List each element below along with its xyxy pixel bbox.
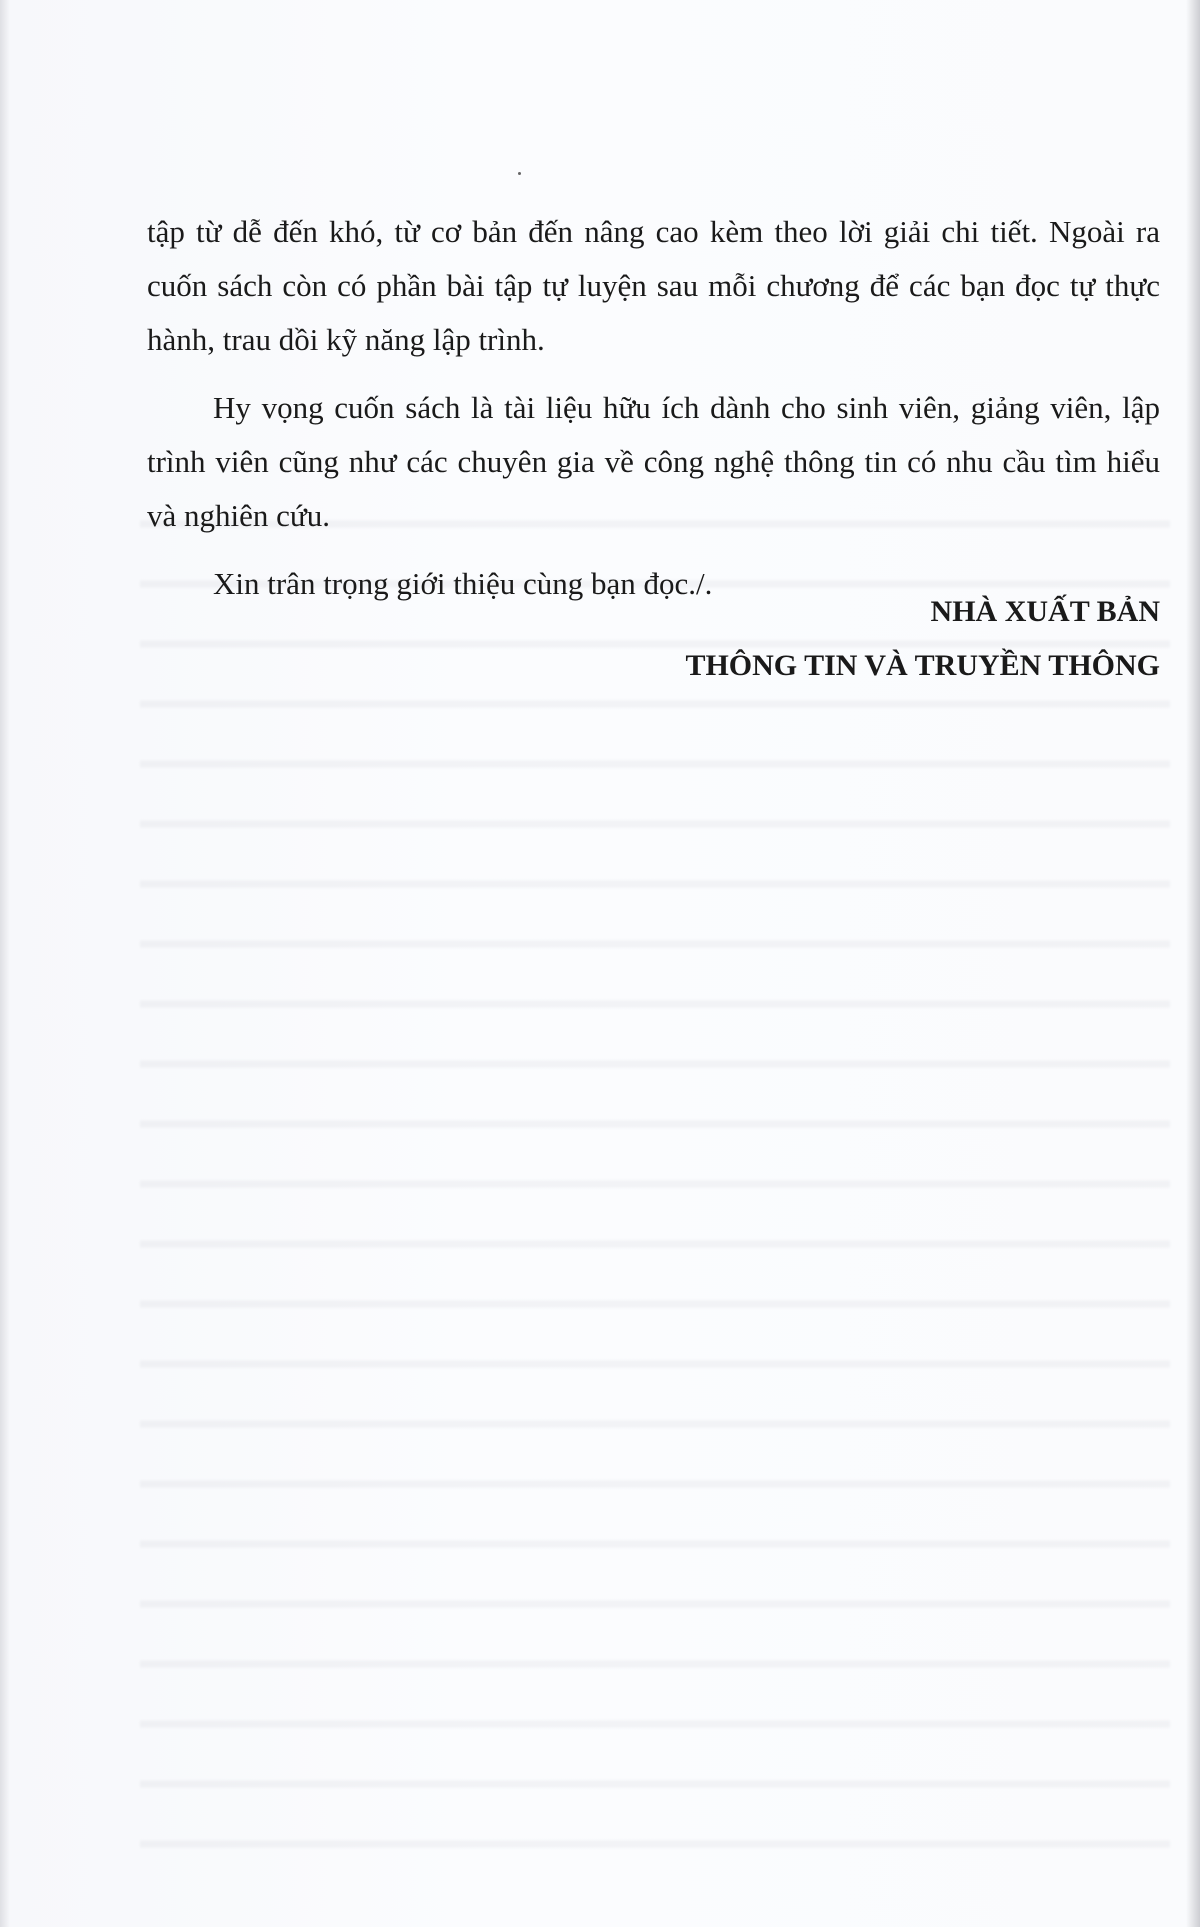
paragraph-hope: Hy vọng cuốn sách là tài liệu hữu ích dành cho sinh viên, giảng viên, lập trình viên cũng như các chuyên gia về công nghệ thông tin có nhu cầu tìm hiểu và nghiên cứu. xyxy=(147,390,1160,533)
body-text xyxy=(147,205,1160,625)
signature-line-1: NHÀ XUẤT BẢN xyxy=(930,595,1160,628)
signature-line-2: THÔNG TIN VÀ TRUYỀN THÔNG xyxy=(685,649,1160,682)
page-edge-shadow xyxy=(1186,0,1200,1927)
page-left-shadow xyxy=(0,0,10,1927)
bleed-through-text xyxy=(140,480,1170,1900)
paragraph-continuation: tập từ dễ đến khó, từ cơ bản đến nâng cao kèm theo lời giải chi tiết. Ngoài ra cuốn sách còn có phần bài tập tự luyện sau mỗi chương để các bạn đọc tự thực hành, trau dồi kỹ năng lập trình. xyxy=(147,214,1160,357)
page-speck xyxy=(518,172,521,175)
paragraph-closing: Xin trân trọng giới thiệu cùng bạn đọc./. xyxy=(213,566,713,601)
publisher-signature xyxy=(685,585,1160,693)
